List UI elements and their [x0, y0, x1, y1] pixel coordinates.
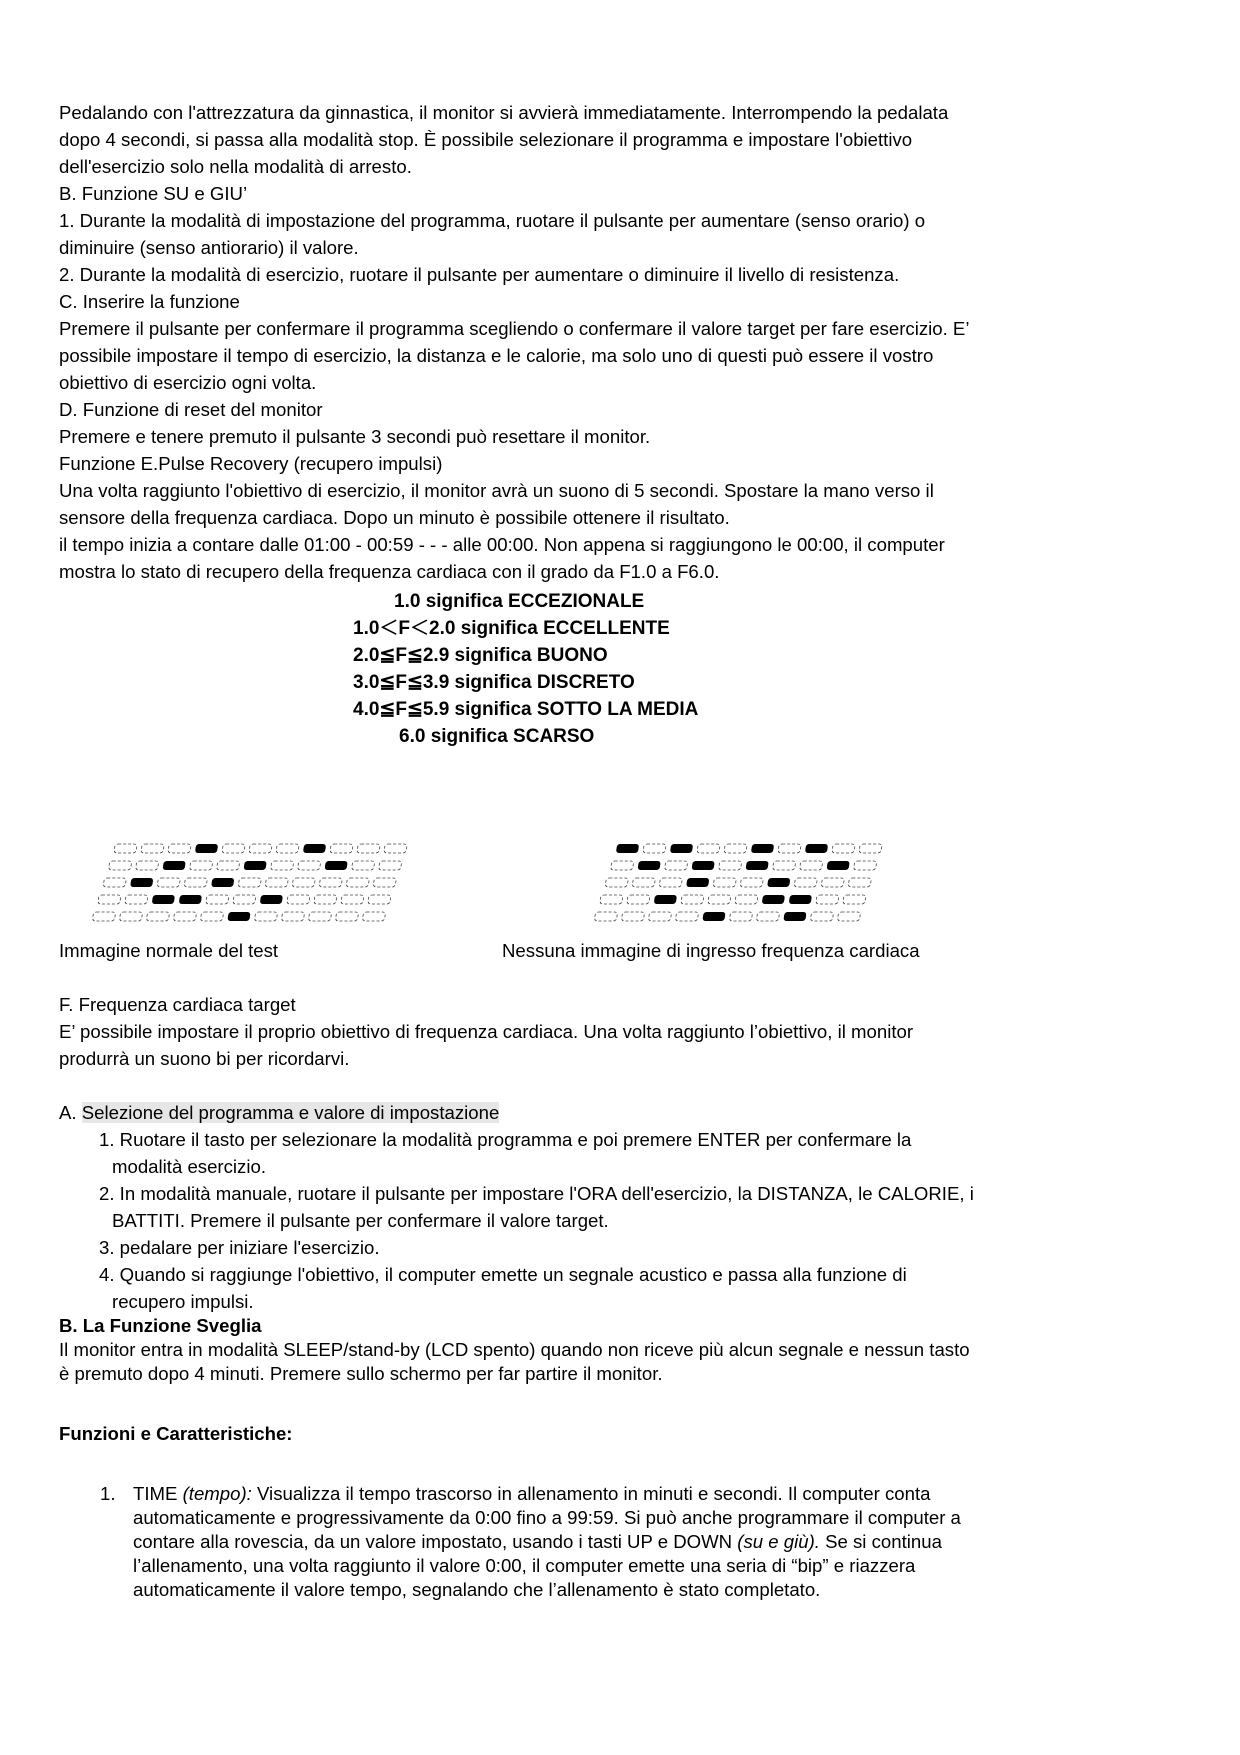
list-item: [59, 1126, 1119, 1180]
lcd-segment-off: [314, 895, 337, 904]
lcd-normal-test-illustration: [90, 838, 430, 938]
lcd-segment-off: [249, 844, 272, 853]
lcd-segment-off: [254, 912, 277, 921]
lcd-segment-off: [648, 912, 671, 921]
lcd-segment-off: [281, 912, 304, 921]
target-heart-rate-section: [59, 991, 1109, 1072]
grade-item: 1.0＜F＜2.0 significa ECCELLENTE: [353, 618, 670, 639]
text-span: contare alla rovescia, da un valore impostato, usando i tasti UP e DOWN: [133, 1531, 738, 1552]
lcd-segment-off: [843, 895, 866, 904]
lcd-segment-off: [729, 912, 752, 921]
lcd-segment-on: [130, 878, 153, 887]
lcd-segment-off: [298, 861, 321, 870]
text-line: 2. In modalità manuale, ruotare il pulsante per impostare l'ORA dell'esercizio, la DISTANZA, le CALORIE, i: [99, 1183, 974, 1204]
program-selection-heading: [59, 1099, 1109, 1126]
lcd-segment-on: [179, 895, 202, 904]
section-title-sleep: B. La Funzione Sveglia: [59, 1315, 262, 1336]
lcd-segment-off: [794, 878, 817, 887]
text-line: 1. Durante la modalità di impostazione del programma, ruotare il pulsante per aumentare (senso orario) o: [59, 210, 926, 231]
caption-no-heart-rate: Nessuna immagine di ingresso frequenza cardiaca: [502, 940, 920, 961]
lcd-segment-off: [821, 878, 844, 887]
lcd-segment-on: [195, 844, 218, 853]
lcd-segment-off: [222, 844, 245, 853]
lcd-segment-on: [654, 895, 677, 904]
caption-normal-test: Immagine normale del test: [59, 940, 279, 961]
section-title-target-hr: F. Frequenza cardiaca target: [59, 994, 296, 1015]
lcd-segment-on: [211, 878, 234, 887]
lcd-segment-off: [287, 895, 310, 904]
text-line: BATTITI. Premere il pulsante per confermare il valore target.: [112, 1210, 609, 1231]
text-line: modalità esercizio.: [112, 1156, 266, 1177]
lcd-segment-off: [708, 895, 731, 904]
lcd-segment-off: [168, 844, 191, 853]
feature-label: TIME: [133, 1483, 183, 1504]
text-line: automaticamente e progressivamente da 0:00 fino a 99:59. Si può anche programmare il computer a: [133, 1507, 961, 1528]
lcd-segment-off: [357, 844, 380, 853]
lcd-segment-off: [190, 861, 213, 870]
lcd-segment-on: [805, 844, 828, 853]
text-span-italic: (su e giù).: [737, 1531, 820, 1552]
lcd-segment-off: [341, 895, 364, 904]
heading-line: [59, 1099, 1109, 1126]
text-line: 3. pedalare per iniziare l'esercizio.: [99, 1237, 380, 1258]
lcd-segment-off: [146, 912, 169, 921]
lcd-segment-off: [206, 895, 229, 904]
intro-paragraph: [59, 99, 1109, 585]
lcd-segment-off: [109, 861, 132, 870]
lcd-segment-off: [605, 878, 628, 887]
lcd-segment-off: [675, 912, 698, 921]
text-line: 4. Quando si raggiunge l'obiettivo, il computer emette un segnale acustico e passa alla funzione di: [99, 1264, 907, 1285]
lcd-segment-off: [756, 912, 779, 921]
lcd-segment-off: [119, 912, 142, 921]
lcd-segment-off: [373, 878, 396, 887]
lcd-segment-off: [816, 895, 839, 904]
section-title-pulse-recovery: Funzione E.Pulse Recovery (recupero impulsi): [59, 453, 443, 474]
lcd-segment-off: [276, 844, 299, 853]
feature-number: 1.: [100, 1483, 116, 1504]
lcd-segment-off: [600, 895, 623, 904]
lcd-segment-off: [621, 912, 644, 921]
list-item: [59, 1234, 1119, 1261]
lcd-segment-off: [308, 912, 331, 921]
grade-item: 6.0 significa SCARSO: [399, 726, 595, 747]
lcd-segment-off: [810, 912, 833, 921]
feature-time-description: [133, 1482, 1093, 1602]
lcd-segment-off: [125, 895, 148, 904]
lcd-segment-on: [783, 912, 806, 921]
lcd-segment-off: [719, 861, 742, 870]
text-line: E’ possibile impostare il proprio obiettivo di frequenza cardiaca. Una volta raggiunto l’obiettivo, il monitor: [59, 1021, 914, 1042]
lcd-segment-off: [141, 844, 164, 853]
lcd-segment-off: [643, 844, 666, 853]
text-line: automaticamente il valore tempo, segnalando che l’allenamento è stato completato.: [133, 1579, 821, 1600]
text-line: Premere il pulsante per confermare il programma scegliendo o confermare il valore target per fare esercizio. E’: [59, 318, 970, 339]
features-title: Funzioni e Caratteristiche:: [59, 1423, 293, 1444]
program-steps-list: [59, 1126, 1119, 1315]
lcd-segment-on: [702, 912, 725, 921]
grade-item: 4.0≦F≦5.9 significa SOTTO LA MEDIA: [353, 699, 699, 720]
lcd-segment-on: [325, 861, 348, 870]
lcd-segment-off: [368, 895, 391, 904]
lcd-segment-off: [92, 912, 115, 921]
lcd-segment-off: [724, 844, 747, 853]
lcd-segment-off: [713, 878, 736, 887]
lcd-segment-on: [152, 895, 175, 904]
text-line: recupero impulsi.: [112, 1291, 254, 1312]
lcd-segment-off: [157, 878, 180, 887]
lcd-segment-on: [751, 844, 774, 853]
text-line: il tempo inizia a contare dalle 01:00 - 00:59 - - - alle 00:00. Non appena si raggiungono le 00:00, il computer: [59, 534, 945, 555]
grade-item: 3.0≦F≦3.9 significa DISCRETO: [353, 672, 635, 693]
sleep-function-section: [59, 1314, 1109, 1386]
lcd-segment-off: [697, 844, 720, 853]
text-line: è premuto dopo 4 minuti. Premere sullo schermo per far partire il monitor.: [59, 1363, 663, 1384]
grade-item: 1.0 significa ECCEZIONALE: [394, 591, 645, 612]
features-heading: [59, 1420, 1109, 1447]
lcd-segment-off: [611, 861, 634, 870]
section-title-reset: D. Funzione di reset del monitor: [59, 399, 323, 420]
lcd-segment-off: [627, 895, 650, 904]
lcd-segment-off: [319, 878, 342, 887]
text-line: Il monitor entra in modalità SLEEP/stand-by (LCD spento) quando non riceve più alcun segnale e nessun tasto: [59, 1339, 970, 1360]
lcd-segment-on: [767, 878, 790, 887]
lcd-segment-off: [778, 844, 801, 853]
lcd-segment-off: [292, 878, 315, 887]
text-line: Una volta raggiunto l'obiettivo di esercizio, il monitor avrà un suono di 5 secondi. Spostare la mano verso il: [59, 480, 934, 501]
feature-label-italic: (tempo):: [182, 1483, 252, 1504]
lcd-segment-on: [746, 861, 769, 870]
lcd-segment-on: [692, 861, 715, 870]
lcd-segment-off: [352, 861, 375, 870]
lcd-segment-off: [233, 895, 256, 904]
lcd-segment-on: [303, 844, 326, 853]
lcd-segment-off: [735, 895, 758, 904]
lcd-segment-off: [346, 878, 369, 887]
lcd-segment-off: [379, 861, 402, 870]
lcd-segment-on: [827, 861, 850, 870]
grade-item: 2.0≦F≦2.9 significa BUONO: [353, 645, 608, 666]
text-line: produrrà un suono bi per ricordarvi.: [59, 1048, 350, 1069]
lcd-segment-on: [163, 861, 186, 870]
lcd-segment-off: [848, 878, 871, 887]
lcd-segment-off: [184, 878, 207, 887]
text-line: 1. Ruotare il tasto per selezionare la modalità programma e poi premere ENTER per confermare la: [99, 1129, 912, 1150]
lcd-segment-off: [837, 912, 860, 921]
text-line: 2. Durante la modalità di esercizio, ruotare il pulsante per aumentare o diminuire il livello di resistenza.: [59, 264, 900, 285]
program-selection-title: Selezione del programma e valore di impostazione: [81, 1102, 500, 1123]
lcd-segment-on: [260, 895, 283, 904]
text-line: diminuire (senso antiorario) il valore.: [59, 237, 359, 258]
lcd-segment-off: [665, 861, 688, 870]
text-line: obiettivo di esercizio ogni volta.: [59, 372, 317, 393]
text-line: l’allenamento, una volta raggiunto il valore 0:00, il computer emette una seria di “bip” e riazzera: [133, 1555, 916, 1576]
lcd-segment-off: [173, 912, 196, 921]
lcd-segment-off: [238, 878, 261, 887]
lcd-segment-on: [789, 895, 812, 904]
lcd-segment-off: [800, 861, 823, 870]
lcd-segment-off: [98, 895, 121, 904]
lcd-segment-on: [616, 844, 639, 853]
text-line: sensore della frequenza cardiaca. Dopo un minuto è possibile ottenere il risultato.: [59, 507, 730, 528]
lcd-segment-off: [384, 844, 407, 853]
lcd-segment-off: [773, 861, 796, 870]
lcd-segment-off: [114, 844, 137, 853]
lcd-segment-off: [335, 912, 358, 921]
lcd-segment-off: [832, 844, 855, 853]
lcd-segment-off: [330, 844, 353, 853]
lcd-segment-off: [362, 912, 385, 921]
text-line: dell'esercizio solo nella modalità di arresto.: [59, 156, 412, 177]
lcd-segment-on: [638, 861, 661, 870]
lcd-segment-off: [217, 861, 240, 870]
list-item: [59, 1180, 1119, 1234]
lcd-segment-off: [681, 895, 704, 904]
lcd-segment-on: [686, 878, 709, 887]
lcd-segment-off: [200, 912, 223, 921]
text-span: Se si continua: [819, 1531, 942, 1552]
text-line: dopo 4 secondi, si passa alla modalità stop. È possibile selezionare il programma e impostare l'obiettivo: [59, 129, 913, 150]
text-line: Premere e tenere premuto il pulsante 3 secondi può resettare il monitor.: [59, 426, 651, 447]
lcd-segment-on: [762, 895, 785, 904]
lcd-segment-off: [265, 878, 288, 887]
lcd-segment-off: [740, 878, 763, 887]
list-item: [59, 1261, 1119, 1315]
lcd-segment-off: [659, 878, 682, 887]
lcd-segment-off: [136, 861, 159, 870]
text-line: mostra lo stato di recupero della frequenza cardiaca con il grado da F1.0 a F6.0.: [59, 561, 720, 582]
lcd-segment-off: [632, 878, 655, 887]
lcd-segment-on: [244, 861, 267, 870]
lcd-segment-on: [670, 844, 693, 853]
text-line: possibile impostare il tempo di esercizio, la distanza e le calorie, ma solo uno di questi può essere il vostro: [59, 345, 934, 366]
text-line: [133, 1482, 1093, 1506]
lcd-segment-off: [859, 844, 882, 853]
lcd-segment-off: [103, 878, 126, 887]
lcd-segment-off: [854, 861, 877, 870]
text-span: Visualizza il tempo trascorso in allenamento in minuti e secondi. Il computer conta: [251, 1483, 931, 1504]
section-title-enter: C. Inserire la funzione: [59, 291, 240, 312]
lcd-segment-off: [271, 861, 294, 870]
lcd-no-heart-rate-illustration: [590, 838, 920, 938]
lcd-segment-on: [227, 912, 250, 921]
text-line: [133, 1530, 1093, 1554]
lcd-segment-off: [594, 912, 617, 921]
heading-prefix: A.: [59, 1102, 82, 1123]
section-title-up-down: B. Funzione SU e GIU’: [59, 183, 248, 204]
text-line: Pedalando con l'attrezzatura da ginnastica, il monitor si avvierà immediatamente. Interrompendo la pedalata: [59, 102, 949, 123]
